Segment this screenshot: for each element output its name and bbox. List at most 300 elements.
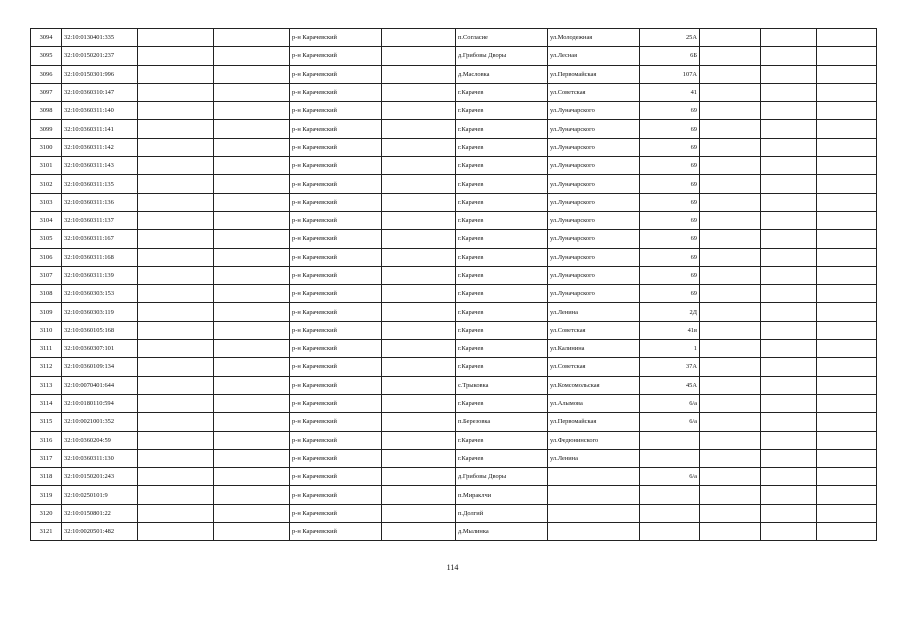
- street-cell: ул.Советская: [548, 83, 640, 101]
- locality-cell: с.Трыковка: [456, 376, 548, 394]
- blank-cell-b: [214, 83, 290, 101]
- cadastral-number-cell: 32:10:0020501:482: [62, 523, 138, 541]
- blank-cell-f: [817, 523, 877, 541]
- street-cell: [548, 486, 640, 504]
- district-cell: р-н Карачевский: [290, 47, 382, 65]
- blank-cell-c: [382, 138, 456, 156]
- district-cell: р-н Карачевский: [290, 321, 382, 339]
- row-number-cell: 3106: [31, 248, 62, 266]
- table-row: [31, 175, 877, 193]
- blank-cell-b: [214, 394, 290, 412]
- blank-cell-d: [700, 394, 761, 412]
- street-cell: ул.Комсомольская: [548, 376, 640, 394]
- blank-cell-d: [700, 340, 761, 358]
- blank-cell-a: [138, 504, 214, 522]
- street-cell: ул.Луначарского: [548, 285, 640, 303]
- blank-cell-c: [382, 266, 456, 284]
- cadastral-number-cell: 32:10:0360311:168: [62, 248, 138, 266]
- blank-cell-b: [214, 303, 290, 321]
- blank-cell-a: [138, 193, 214, 211]
- blank-cell-f: [817, 303, 877, 321]
- cadastral-number-cell: 32:10:0150201:237: [62, 47, 138, 65]
- district-cell: р-н Карачевский: [290, 449, 382, 467]
- blank-cell-e: [761, 285, 817, 303]
- blank-cell-c: [382, 321, 456, 339]
- street-cell: ул.Первомайская: [548, 413, 640, 431]
- blank-cell-c: [382, 449, 456, 467]
- blank-cell-c: [382, 157, 456, 175]
- cadastral-number-cell: 32:10:0360105:168: [62, 321, 138, 339]
- row-number-cell: 3104: [31, 211, 62, 229]
- blank-cell-f: [817, 486, 877, 504]
- table-row: [31, 340, 877, 358]
- blank-cell-d: [700, 266, 761, 284]
- blank-cell-f: [817, 504, 877, 522]
- street-cell: ул.Лесная: [548, 47, 640, 65]
- table-row: [31, 29, 877, 47]
- blank-cell-f: [817, 211, 877, 229]
- blank-cell-e: [761, 102, 817, 120]
- cadastral-number-cell: 32:10:0360307:101: [62, 340, 138, 358]
- district-cell: р-н Карачевский: [290, 358, 382, 376]
- locality-cell: п.Березовка: [456, 413, 548, 431]
- blank-cell-e: [761, 120, 817, 138]
- blank-cell-b: [214, 468, 290, 486]
- blank-cell-f: [817, 248, 877, 266]
- table-row: [31, 248, 877, 266]
- blank-cell-c: [382, 230, 456, 248]
- district-cell: р-н Карачевский: [290, 340, 382, 358]
- locality-cell: г.Карачев: [456, 211, 548, 229]
- blank-cell-c: [382, 431, 456, 449]
- street-cell: ул.Луначарского: [548, 138, 640, 156]
- table-row: [31, 47, 877, 65]
- street-cell: ул.Луначарского: [548, 230, 640, 248]
- blank-cell-b: [214, 102, 290, 120]
- row-number-cell: 3096: [31, 65, 62, 83]
- locality-cell: г.Карачев: [456, 394, 548, 412]
- blank-cell-a: [138, 266, 214, 284]
- row-number-cell: 3094: [31, 29, 62, 47]
- blank-cell-d: [700, 248, 761, 266]
- blank-cell-a: [138, 394, 214, 412]
- blank-cell-d: [700, 120, 761, 138]
- blank-cell-c: [382, 175, 456, 193]
- table-row: [31, 321, 877, 339]
- blank-cell-a: [138, 285, 214, 303]
- district-cell: р-н Карачевский: [290, 394, 382, 412]
- street-cell: ул.Советская: [548, 358, 640, 376]
- blank-cell-b: [214, 376, 290, 394]
- house-number-cell: 2Д: [640, 303, 700, 321]
- register-sheet: [30, 28, 877, 541]
- house-number-cell: 45А: [640, 376, 700, 394]
- blank-cell-e: [761, 358, 817, 376]
- table-row: [31, 285, 877, 303]
- blank-cell-d: [700, 504, 761, 522]
- blank-cell-a: [138, 376, 214, 394]
- locality-cell: г.Карачев: [456, 248, 548, 266]
- blank-cell-e: [761, 175, 817, 193]
- table-row: [31, 376, 877, 394]
- house-number-cell: [640, 431, 700, 449]
- blank-cell-f: [817, 449, 877, 467]
- blank-cell-b: [214, 358, 290, 376]
- blank-cell-f: [817, 266, 877, 284]
- blank-cell-b: [214, 504, 290, 522]
- blank-cell-c: [382, 120, 456, 138]
- blank-cell-f: [817, 431, 877, 449]
- house-number-cell: [640, 449, 700, 467]
- table-row: [31, 303, 877, 321]
- locality-cell: г.Карачев: [456, 340, 548, 358]
- blank-cell-b: [214, 449, 290, 467]
- blank-cell-f: [817, 321, 877, 339]
- blank-cell-b: [214, 486, 290, 504]
- blank-cell-e: [761, 394, 817, 412]
- blank-cell-b: [214, 138, 290, 156]
- table-row: [31, 523, 877, 541]
- house-number-cell: 25А: [640, 29, 700, 47]
- locality-cell: г.Карачев: [456, 157, 548, 175]
- blank-cell-d: [700, 285, 761, 303]
- table-row: [31, 504, 877, 522]
- row-number-cell: 3121: [31, 523, 62, 541]
- house-number-cell: 6/а: [640, 468, 700, 486]
- locality-cell: г.Карачев: [456, 449, 548, 467]
- cadastral-number-cell: 32:10:0360311:135: [62, 175, 138, 193]
- blank-cell-f: [817, 175, 877, 193]
- blank-cell-f: [817, 413, 877, 431]
- street-cell: ул.Луначарского: [548, 193, 640, 211]
- blank-cell-b: [214, 29, 290, 47]
- district-cell: р-н Карачевский: [290, 193, 382, 211]
- blank-cell-a: [138, 211, 214, 229]
- street-cell: ул.Луначарского: [548, 211, 640, 229]
- district-cell: р-н Карачевский: [290, 413, 382, 431]
- blank-cell-d: [700, 376, 761, 394]
- district-cell: р-н Карачевский: [290, 65, 382, 83]
- blank-cell-e: [761, 230, 817, 248]
- row-number-cell: 3110: [31, 321, 62, 339]
- row-number-cell: 3099: [31, 120, 62, 138]
- locality-cell: г.Карачев: [456, 102, 548, 120]
- blank-cell-e: [761, 376, 817, 394]
- blank-cell-c: [382, 193, 456, 211]
- row-number-cell: 3120: [31, 504, 62, 522]
- district-cell: р-н Карачевский: [290, 211, 382, 229]
- house-number-cell: 69: [640, 211, 700, 229]
- house-number-cell: [640, 486, 700, 504]
- district-cell: р-н Карачевский: [290, 248, 382, 266]
- blank-cell-c: [382, 504, 456, 522]
- district-cell: р-н Карачевский: [290, 303, 382, 321]
- blank-cell-d: [700, 65, 761, 83]
- cadastral-number-cell: 32:10:0360311:140: [62, 102, 138, 120]
- locality-cell: г.Карачев: [456, 303, 548, 321]
- blank-cell-b: [214, 47, 290, 65]
- house-number-cell: 37А: [640, 358, 700, 376]
- blank-cell-d: [700, 102, 761, 120]
- blank-cell-a: [138, 340, 214, 358]
- blank-cell-f: [817, 47, 877, 65]
- row-number-cell: 3101: [31, 157, 62, 175]
- cadastral-number-cell: 32:10:0021001:352: [62, 413, 138, 431]
- blank-cell-c: [382, 211, 456, 229]
- blank-cell-e: [761, 468, 817, 486]
- cadastral-number-cell: 32:10:0150201:243: [62, 468, 138, 486]
- street-cell: ул.Луначарского: [548, 175, 640, 193]
- blank-cell-c: [382, 486, 456, 504]
- house-number-cell: 69: [640, 157, 700, 175]
- blank-cell-e: [761, 303, 817, 321]
- blank-cell-f: [817, 138, 877, 156]
- blank-cell-f: [817, 285, 877, 303]
- blank-cell-c: [382, 248, 456, 266]
- blank-cell-d: [700, 413, 761, 431]
- blank-cell-b: [214, 413, 290, 431]
- street-cell: ул.Первомайская: [548, 65, 640, 83]
- house-number-cell: 69: [640, 138, 700, 156]
- blank-cell-f: [817, 230, 877, 248]
- cadastral-number-cell: 32:10:0360303:119: [62, 303, 138, 321]
- district-cell: р-н Карачевский: [290, 376, 382, 394]
- table-row: [31, 102, 877, 120]
- blank-cell-e: [761, 29, 817, 47]
- blank-cell-d: [700, 303, 761, 321]
- street-cell: [548, 523, 640, 541]
- blank-cell-d: [700, 486, 761, 504]
- district-cell: р-н Карачевский: [290, 120, 382, 138]
- house-number-cell: 69: [640, 266, 700, 284]
- blank-cell-e: [761, 211, 817, 229]
- table-row: [31, 65, 877, 83]
- row-number-cell: 3108: [31, 285, 62, 303]
- table-row: [31, 266, 877, 284]
- row-number-cell: 3102: [31, 175, 62, 193]
- blank-cell-d: [700, 157, 761, 175]
- locality-cell: г.Карачев: [456, 120, 548, 138]
- row-number-cell: 3113: [31, 376, 62, 394]
- table-body: [31, 29, 877, 541]
- blank-cell-d: [700, 211, 761, 229]
- blank-cell-b: [214, 523, 290, 541]
- blank-cell-a: [138, 138, 214, 156]
- blank-cell-a: [138, 175, 214, 193]
- cadastral-number-cell: 32:10:0360311:130: [62, 449, 138, 467]
- blank-cell-f: [817, 340, 877, 358]
- blank-cell-c: [382, 468, 456, 486]
- blank-cell-a: [138, 468, 214, 486]
- blank-cell-f: [817, 358, 877, 376]
- blank-cell-d: [700, 523, 761, 541]
- cadastral-number-cell: 32:10:0360109:134: [62, 358, 138, 376]
- blank-cell-d: [700, 230, 761, 248]
- blank-cell-f: [817, 468, 877, 486]
- blank-cell-a: [138, 47, 214, 65]
- blank-cell-d: [700, 138, 761, 156]
- blank-cell-e: [761, 266, 817, 284]
- cadastral-number-cell: 32:10:0360311:142: [62, 138, 138, 156]
- row-number-cell: 3100: [31, 138, 62, 156]
- blank-cell-b: [214, 321, 290, 339]
- address-register-table: [30, 28, 877, 541]
- cadastral-number-cell: 32:10:0360311:137: [62, 211, 138, 229]
- street-cell: ул.Федюнинского: [548, 431, 640, 449]
- blank-cell-b: [214, 285, 290, 303]
- blank-cell-e: [761, 413, 817, 431]
- blank-cell-f: [817, 65, 877, 83]
- street-cell: ул.Луначарского: [548, 248, 640, 266]
- locality-cell: г.Карачев: [456, 83, 548, 101]
- row-number-cell: 3098: [31, 102, 62, 120]
- blank-cell-c: [382, 65, 456, 83]
- cadastral-number-cell: 32:10:0360311:167: [62, 230, 138, 248]
- blank-cell-c: [382, 83, 456, 101]
- cadastral-number-cell: 32:10:0250101:9: [62, 486, 138, 504]
- cadastral-number-cell: 32:10:0360311:143: [62, 157, 138, 175]
- district-cell: р-н Карачевский: [290, 486, 382, 504]
- district-cell: р-н Карачевский: [290, 230, 382, 248]
- row-number-cell: 3112: [31, 358, 62, 376]
- street-cell: ул.Луначарского: [548, 157, 640, 175]
- district-cell: р-н Карачевский: [290, 523, 382, 541]
- blank-cell-e: [761, 321, 817, 339]
- locality-cell: д.Грибовы Дворы: [456, 468, 548, 486]
- house-number-cell: 69: [640, 230, 700, 248]
- house-number-cell: 41: [640, 83, 700, 101]
- blank-cell-e: [761, 157, 817, 175]
- table-row: [31, 449, 877, 467]
- locality-cell: г.Карачев: [456, 321, 548, 339]
- street-cell: ул.Молодежная: [548, 29, 640, 47]
- table-row: [31, 486, 877, 504]
- blank-cell-b: [214, 230, 290, 248]
- blank-cell-b: [214, 211, 290, 229]
- blank-cell-a: [138, 449, 214, 467]
- cadastral-number-cell: 32:10:0360311:136: [62, 193, 138, 211]
- house-number-cell: 41в: [640, 321, 700, 339]
- row-number-cell: 3109: [31, 303, 62, 321]
- street-cell: ул.Советская: [548, 321, 640, 339]
- blank-cell-e: [761, 65, 817, 83]
- blank-cell-b: [214, 266, 290, 284]
- locality-cell: п.Согласие: [456, 29, 548, 47]
- blank-cell-b: [214, 157, 290, 175]
- row-number-cell: 3105: [31, 230, 62, 248]
- blank-cell-a: [138, 431, 214, 449]
- table-row: [31, 358, 877, 376]
- cadastral-number-cell: 32:10:0070401:644: [62, 376, 138, 394]
- table-row: [31, 413, 877, 431]
- locality-cell: г.Карачев: [456, 266, 548, 284]
- blank-cell-c: [382, 413, 456, 431]
- table-row: [31, 193, 877, 211]
- blank-cell-b: [214, 431, 290, 449]
- blank-cell-e: [761, 431, 817, 449]
- house-number-cell: 6/а: [640, 413, 700, 431]
- row-number-cell: 3116: [31, 431, 62, 449]
- blank-cell-a: [138, 65, 214, 83]
- blank-cell-d: [700, 193, 761, 211]
- blank-cell-c: [382, 523, 456, 541]
- row-number-cell: 3111: [31, 340, 62, 358]
- blank-cell-d: [700, 175, 761, 193]
- cadastral-number-cell: 32:10:0130401:335: [62, 29, 138, 47]
- table-row: [31, 83, 877, 101]
- blank-cell-a: [138, 413, 214, 431]
- blank-cell-e: [761, 340, 817, 358]
- house-number-cell: 107А: [640, 65, 700, 83]
- table-row: [31, 468, 877, 486]
- district-cell: р-н Карачевский: [290, 157, 382, 175]
- table-row: [31, 431, 877, 449]
- cadastral-number-cell: 32:10:0150801:22: [62, 504, 138, 522]
- blank-cell-a: [138, 102, 214, 120]
- house-number-cell: 69: [640, 102, 700, 120]
- blank-cell-d: [700, 468, 761, 486]
- table-row: [31, 138, 877, 156]
- locality-cell: п.Долгий: [456, 504, 548, 522]
- blank-cell-d: [700, 29, 761, 47]
- street-cell: ул.Луначарского: [548, 102, 640, 120]
- blank-cell-a: [138, 120, 214, 138]
- locality-cell: г.Карачев: [456, 285, 548, 303]
- cadastral-number-cell: 32:10:0360204:59: [62, 431, 138, 449]
- blank-cell-c: [382, 376, 456, 394]
- district-cell: р-н Карачевский: [290, 102, 382, 120]
- district-cell: р-н Карачевский: [290, 83, 382, 101]
- district-cell: р-н Карачевский: [290, 468, 382, 486]
- blank-cell-d: [700, 47, 761, 65]
- blank-cell-e: [761, 486, 817, 504]
- locality-cell: п.Мираклчи: [456, 486, 548, 504]
- district-cell: р-н Карачевский: [290, 138, 382, 156]
- street-cell: [548, 504, 640, 522]
- cadastral-number-cell: 32:10:0180110:594: [62, 394, 138, 412]
- cadastral-number-cell: 32:10:0360310:147: [62, 83, 138, 101]
- blank-cell-a: [138, 523, 214, 541]
- table-row: [31, 211, 877, 229]
- house-number-cell: 6/а: [640, 394, 700, 412]
- blank-cell-e: [761, 138, 817, 156]
- row-number-cell: 3114: [31, 394, 62, 412]
- blank-cell-f: [817, 29, 877, 47]
- district-cell: р-н Карачевский: [290, 285, 382, 303]
- blank-cell-f: [817, 120, 877, 138]
- row-number-cell: 3117: [31, 449, 62, 467]
- row-number-cell: 3097: [31, 83, 62, 101]
- house-number-cell: 1: [640, 340, 700, 358]
- blank-cell-a: [138, 230, 214, 248]
- locality-cell: д.Мылинка: [456, 523, 548, 541]
- house-number-cell: [640, 504, 700, 522]
- table-row: [31, 230, 877, 248]
- blank-cell-c: [382, 47, 456, 65]
- blank-cell-f: [817, 83, 877, 101]
- blank-cell-a: [138, 303, 214, 321]
- blank-cell-a: [138, 248, 214, 266]
- house-number-cell: 69: [640, 120, 700, 138]
- row-number-cell: 3107: [31, 266, 62, 284]
- blank-cell-f: [817, 394, 877, 412]
- district-cell: р-н Карачевский: [290, 431, 382, 449]
- row-number-cell: 3095: [31, 47, 62, 65]
- street-cell: ул.Луначарского: [548, 266, 640, 284]
- blank-cell-c: [382, 303, 456, 321]
- blank-cell-c: [382, 340, 456, 358]
- house-number-cell: 69: [640, 285, 700, 303]
